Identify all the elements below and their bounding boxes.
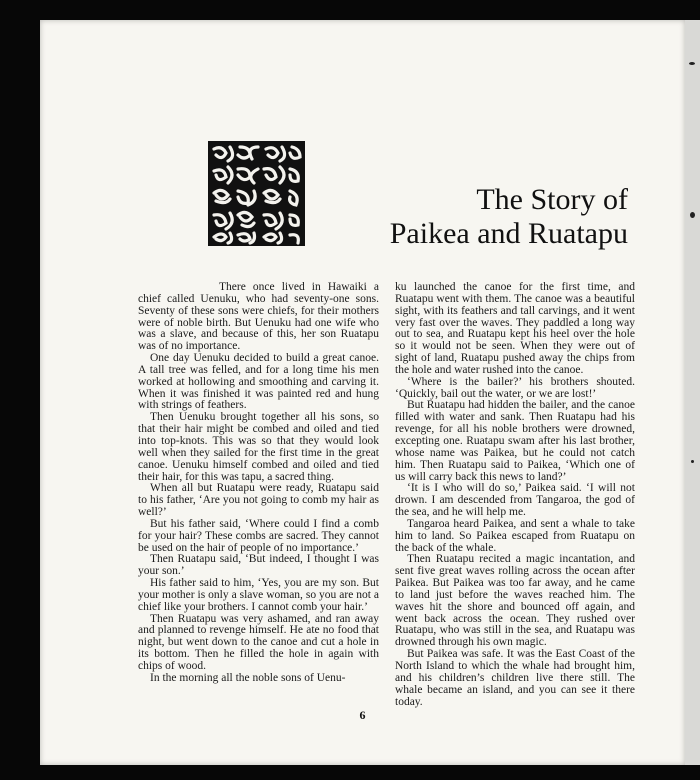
paragraph: But Ruatapu had hidden the bailer, and the canoe filled with water and sank. Then Ruatapu had his revenge, for all his noble brothers were drowned, excepting one. Ruatapu swam after his last brother, whose name was Paikea, but he could not catch him. Then Ruatapu said to Paikea, ‘Which one of us will carry back this news to land?’	[395, 399, 635, 483]
paragraph: In the morning all the noble sons of Uenu-	[150, 671, 346, 684]
paragraph: But his father said, ‘Where could I find a comb for your hair? These combs are sacred. They cannot be used on the hair of people of no importance.’	[138, 517, 379, 554]
paragraph: ‘It is I who will do so,’ Paikea said. ‘I will not drown. I am descended from Tangaroa, the god of the sea, and he will help me.	[395, 482, 635, 519]
paragraph: Then Uenuku brought together all his sons, so that their hair might be combed and oiled and tied into top-knots. This was so that they would look well when they sailed for the first time in the great canoe. Uenuku himself combed and oiled and tied their hair, for this was tapu, a sacred thing.	[138, 411, 379, 483]
paragraph: When all but Ruatapu were ready, Ruatapu said to his father, ‘Are you not going to comb my hair as well?’	[138, 482, 379, 519]
speck-mark	[690, 212, 695, 218]
right-column	[395, 282, 635, 708]
title-line-2: Paikea and Ruatapu	[389, 217, 628, 250]
title-line-1: The Story of	[476, 183, 628, 216]
paragraph: But Paikea was safe. It was the East Coast of the North Island to which the whale had brought him, and his children’s children live there still. The whale became an island, and you can see it there today.	[395, 648, 635, 708]
speck-mark	[691, 460, 694, 463]
speck-mark	[689, 62, 695, 65]
paragraph: Then Ruatapu recited a magic incantation, and sent five great waves rolling across the ocean after Paikea. But Paikea was too far away, and he came to land just before the waves reached him. The waves hit the shore and bounced off again, and went back across the ocean. They rushed over Ruatapu, who was still in the sea, and Ruatapu was drowned through his own magic.	[395, 553, 635, 649]
paragraph: Then Ruatapu was very ashamed, and ran away and planned to revenge himself. He ate no food that night, but went down to the canoe and cut a hole in its bottom. Then he filled the hole in again with chips of wood.	[138, 612, 379, 672]
paragraph: Then Ruatapu said, ‘But indeed, I thought I was your son.’	[138, 553, 379, 578]
page-number: 6	[359, 708, 366, 722]
book-page	[40, 20, 685, 765]
paragraph: There once lived in Hawaiki a chief called Uenuku, who had seventy-one sons. Seventy of these sons were chiefs, for their mothers were of noble birth. But Uenuku had one wife who was a slave, and because of this, her son Ruatapu was of no importance.	[138, 281, 379, 353]
paragraph: One day Uenuku decided to build a great canoe. A tall tree was felled, and for a long time his men worked at hollowing and smoothing and carving it. When it was finished it was painted red and hung with strings of feathers.	[138, 352, 379, 412]
page-title	[390, 183, 628, 251]
page-edge-strip	[685, 20, 700, 765]
left-column	[138, 282, 379, 685]
paragraph: His father said to him, ‘Yes, you are my son. But your mother is only a slave woman, so you are not a chief like your brothers. I cannot comb your hair.’	[138, 577, 379, 613]
maori-koru-pattern-icon	[208, 141, 305, 246]
paragraph: ‘Where is the bailer?’ his brothers shouted. ‘Quickly, bail out the water, or we are lost!’	[395, 375, 635, 400]
paragraph: Tangaroa heard Paikea, and sent a whale to take him to land. So Paikea escaped from Ruatapu on the back of the whale.	[395, 517, 635, 554]
paragraph: ku launched the canoe for the first time, and Ruatapu went with them. The canoe was a beautiful sight, with its feathers and tall carvings, and it went very fast over the waves. They paddled a long way out to sea, and Ruatapu kept his heel over the hole so it would not be seen. When they were out of sight of land, Ruatapu pushed away the chips from the hole and water rushed into the canoe.	[395, 281, 635, 376]
